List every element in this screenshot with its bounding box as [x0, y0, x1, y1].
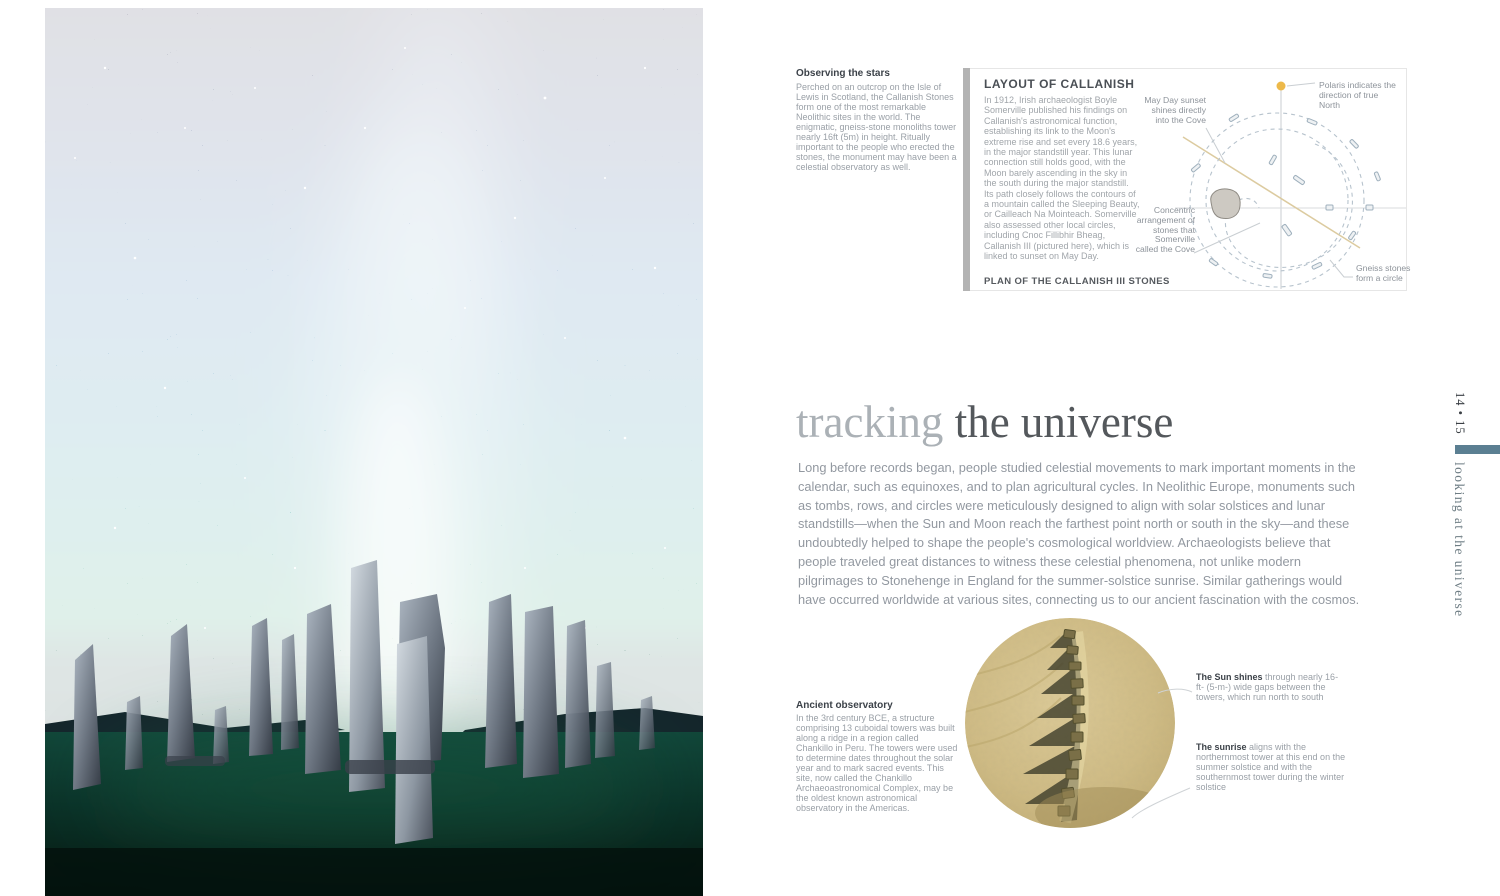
page-title-light: tracking [796, 397, 944, 447]
annotation-sunrise-align [1196, 742, 1348, 792]
section-color-bar [1455, 445, 1500, 454]
page-numbers: 14 • 15 [1453, 392, 1467, 435]
label-concentric-stones: Concentric arrangement of stones that Somerville called the Cove [1135, 205, 1195, 255]
box-caption: PLAN OF THE CALLANISH III STONES [984, 276, 1170, 287]
observing-body: Perched on an outcrop on the Isle of Lewis in Scotland, the Callanish Stones form one of the most remarkable Neolithic sites in the world. The enigmatic, gneiss-stone monoliths tower nearly 16ft (5m) in height. Ritually important to the people who erected the stones, the monument may have been a celestial observatory as well. [796, 82, 957, 172]
cove-stone [1211, 189, 1240, 219]
ancient-heading: Ancient observatory [796, 700, 893, 711]
ancient-body: In the 3rd century BCE, a structure comprising 13 cuboidal towers was built along a ridge in a region called Chankillo in Peru. The towers were used to determine dates throughout the solar year and to mark sacred events. This site, now called the Chankillo Archaeoastronomical Complex, may be the oldest known astronomical observatory in the Americas. [796, 713, 958, 813]
page-title-dark: the universe [954, 397, 1174, 447]
annotation-sunrise-align-rest: aligns with the northernmost tower at this end on the summer solstice and with the southernmost tower during the winter solstice [1196, 742, 1346, 792]
may-day-sunset-line [1183, 137, 1360, 248]
annotation-leader-lines [1100, 640, 1280, 840]
diagram-leader-lines [1194, 83, 1353, 277]
page-title [796, 398, 1173, 446]
section-label: looking at the universe [1452, 462, 1467, 618]
box-body: In 1912, Irish archaeologist Boyle Somerville published his findings on Callanish's astronomical function, establishing its link to the Moon's extreme rise and set every 18.6 years, in the major standstill year. This lunar connection still holds good, with the Moon barely ascending in the sky in the south during the major standstill. Its path closely follows the contours of a mountain called the Sleeping Beauty, or Cailleach Na Mointeach. Somerville also assessed other local circles, including Cnoc Fillibhir Bheag, Callanish III (pictured here), which is linked to sunset on May Day. [984, 95, 1140, 262]
annotation-sunrise-align-lead: The sunrise [1196, 742, 1247, 752]
night-sky-art [45, 8, 703, 896]
polaris-icon [1277, 82, 1286, 91]
annotation-sun-gaps-lead: The Sun shines [1196, 672, 1263, 682]
label-gneiss-stones: Gneiss stones form a circle [1356, 263, 1411, 283]
label-polaris: Polaris indicates the direction of true North [1319, 80, 1396, 110]
annotation-sun-gaps [1196, 672, 1342, 702]
box-title: LAYOUT OF CALLANISH [984, 77, 1135, 91]
observing-heading: Observing the stars [796, 68, 890, 79]
callanish-night-sky-photo [45, 8, 703, 896]
label-may-day-sunset: May Day sunset shines directly into the Cove [1144, 95, 1206, 125]
intro-paragraph: Long before records began, people studied celestial movements to mark important moments in the calendar, such as equinoxes, and to plan agricultural cycles. In Neolithic Europe, monuments such as tombs, rows, and circles were meticulously designed to align with solar solstices and lunar standstills—when the Sun and Moon reach the farthest point north or south in the sky—and these undoubtedly helped to shape the people's cosmological worldview. Archaeologists believe that people traveled great distances to witness these celestial phenomena, not unlike modern pilgrimages to Stonehenge in England for the summer-solstice sunrise. Similar gatherings would have occurred worldwide at various sites, connecting us to our ancient fascination with the cosmos. [798, 460, 1360, 607]
annotation-sun-gaps-rest: through nearly 16-ft- (5-m-) wide gaps between the towers, which run north to south [1196, 672, 1339, 702]
